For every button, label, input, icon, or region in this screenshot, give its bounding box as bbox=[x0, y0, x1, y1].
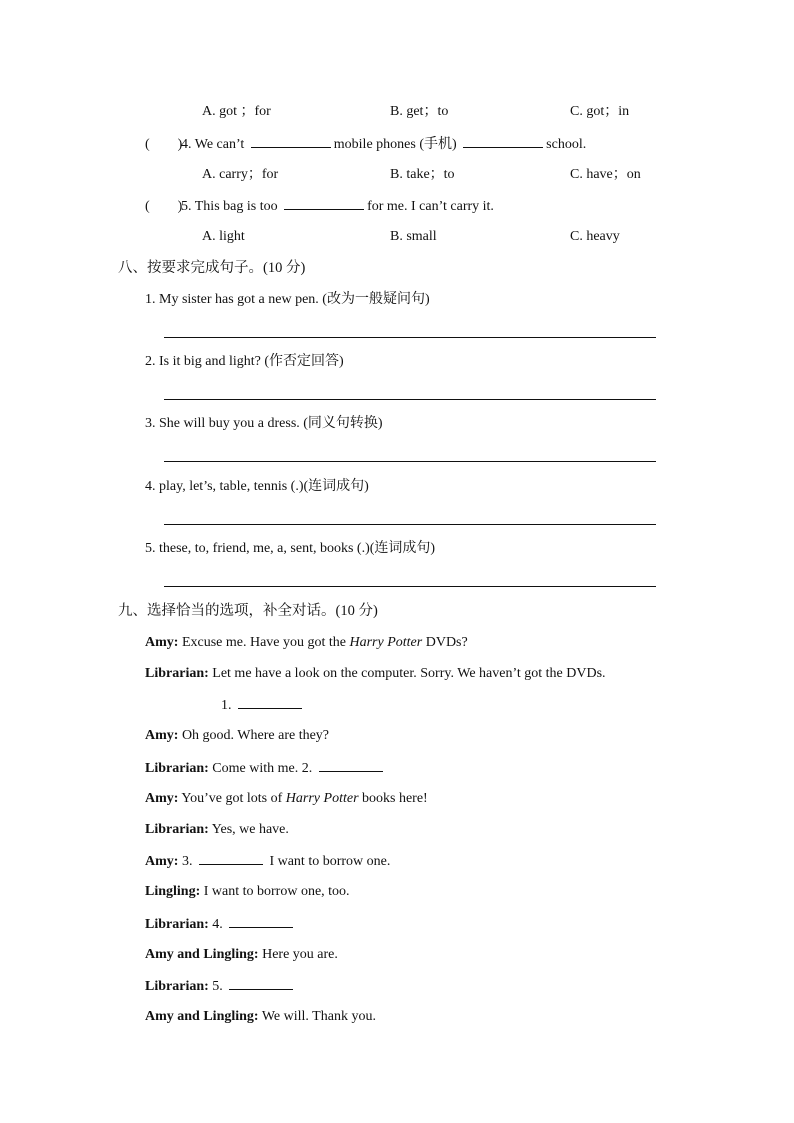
q4-text-mid: mobile phones (手机) bbox=[333, 137, 457, 152]
q4-text-end: school. bbox=[546, 137, 587, 152]
dialogue-blank-2[interactable] bbox=[319, 759, 383, 772]
speaker: Librarian: bbox=[145, 822, 209, 837]
line-text: We will. Thank you. bbox=[261, 1009, 376, 1024]
speaker: Amy: bbox=[145, 635, 179, 650]
s8-answer-line-1[interactable] bbox=[164, 337, 656, 338]
blank-number: 3. bbox=[181, 854, 193, 869]
dialogue-line-8 bbox=[145, 852, 390, 871]
dialogue-line-6 bbox=[145, 790, 428, 808]
answer-paren[interactable]: ( ) bbox=[145, 199, 183, 214]
s8-answer-line-3[interactable] bbox=[164, 461, 656, 462]
line-text: I want to borrow one. bbox=[269, 854, 391, 869]
q5-text-end: for me. I can’t carry it. bbox=[367, 199, 494, 214]
q5-option-b: B. small bbox=[390, 229, 437, 244]
title-italic: Harry Potter bbox=[349, 635, 423, 650]
q5-blank[interactable] bbox=[284, 197, 364, 210]
dialogue-line-10 bbox=[145, 915, 296, 934]
s8-answer-line-5[interactable] bbox=[164, 586, 656, 587]
q4-text-start: 4. We can’t bbox=[181, 137, 245, 152]
dialogue-line-11 bbox=[145, 946, 338, 964]
dialogue-line-9 bbox=[145, 883, 350, 901]
q5-option-c: C. heavy bbox=[570, 229, 620, 244]
q4-option-c: C. have；on bbox=[570, 167, 641, 182]
q3-option-c: C. got；in bbox=[570, 104, 630, 119]
q4-option-b: B. take；to bbox=[390, 167, 455, 182]
dialogue-line-7 bbox=[145, 821, 289, 839]
dialogue-blank-3[interactable] bbox=[199, 852, 263, 865]
speaker: Librarian: bbox=[145, 917, 209, 932]
line-text: Here you are. bbox=[262, 947, 338, 962]
q5-text-start: 5. This bag is too bbox=[181, 199, 278, 214]
dialogue-blank-4[interactable] bbox=[229, 915, 293, 928]
line-text: Yes, we have. bbox=[211, 822, 289, 837]
s8-item-3: 3. She will buy you a dress. (同义句转换) bbox=[145, 416, 383, 431]
question-4 bbox=[145, 135, 586, 154]
dialogue-blank-5[interactable] bbox=[229, 977, 293, 990]
dialogue-line-1 bbox=[145, 634, 468, 652]
blank-number: 4. bbox=[212, 917, 223, 932]
q5-option-a: A. light bbox=[202, 229, 245, 244]
speaker: Amy and Lingling: bbox=[145, 1009, 259, 1024]
speaker: Amy and Lingling: bbox=[145, 947, 259, 962]
q4-blank-2[interactable] bbox=[463, 135, 543, 148]
line-text: books here! bbox=[358, 791, 428, 806]
line-text: I want to borrow one, too. bbox=[203, 884, 350, 899]
blank-number: 5. bbox=[212, 979, 223, 994]
answer-paren[interactable]: ( ) bbox=[145, 137, 183, 152]
speaker: Librarian: bbox=[145, 666, 209, 681]
q3-option-a: A. got ；for bbox=[202, 104, 271, 119]
speaker: Librarian: bbox=[145, 761, 209, 776]
q4-option-a: A. carry；for bbox=[202, 167, 279, 182]
speaker: Lingling: bbox=[145, 884, 201, 899]
dialogue-blank-1[interactable] bbox=[238, 696, 302, 709]
s8-item-5: 5. these, to, friend, me, a, sent, books (.)(连词成句) bbox=[145, 541, 436, 556]
q3-option-b: B. get；to bbox=[390, 104, 449, 119]
title-italic: Harry Potter bbox=[285, 791, 359, 806]
s8-item-2: 2. Is it big and light? (作否定回答) bbox=[145, 354, 344, 369]
s8-item-4: 4. play, let’s, table, tennis (.)(连词成句) bbox=[145, 479, 369, 494]
line-text: DVDs? bbox=[422, 635, 468, 650]
blank-number: 1. bbox=[221, 698, 232, 713]
line-text: Excuse me. Have you got the bbox=[181, 635, 350, 650]
dialogue-line-4 bbox=[145, 727, 329, 745]
dialogue-line-12 bbox=[145, 977, 296, 996]
s8-answer-line-2[interactable] bbox=[164, 399, 656, 400]
question-5 bbox=[145, 197, 494, 216]
dialogue-line-13 bbox=[145, 1008, 376, 1026]
speaker: Amy: bbox=[145, 854, 179, 869]
dialogue-line-3 bbox=[221, 696, 305, 715]
speaker: Librarian: bbox=[145, 979, 209, 994]
line-text: Let me have a look on the computer. Sorry. We haven’t got the DVDs. bbox=[212, 666, 606, 681]
speaker: Amy: bbox=[145, 728, 179, 743]
q4-blank-1[interactable] bbox=[251, 135, 331, 148]
line-text: Oh good. Where are they? bbox=[181, 728, 330, 743]
line-text: Come with me. 2. bbox=[212, 761, 313, 776]
dialogue-line-5 bbox=[145, 759, 386, 778]
speaker: Amy: bbox=[145, 791, 179, 806]
s8-answer-line-4[interactable] bbox=[164, 524, 656, 525]
line-text: You’ve got lots of bbox=[181, 791, 286, 806]
dialogue-line-2 bbox=[145, 665, 606, 683]
s8-item-1: 1. My sister has got a new pen. (改为一般疑问句) bbox=[145, 292, 430, 307]
section-8-title: 八、按要求完成句子。(10 分) bbox=[118, 260, 306, 276]
section-9-title: 九、选择恰当的选项，补全对话。(10 分) bbox=[118, 603, 378, 619]
